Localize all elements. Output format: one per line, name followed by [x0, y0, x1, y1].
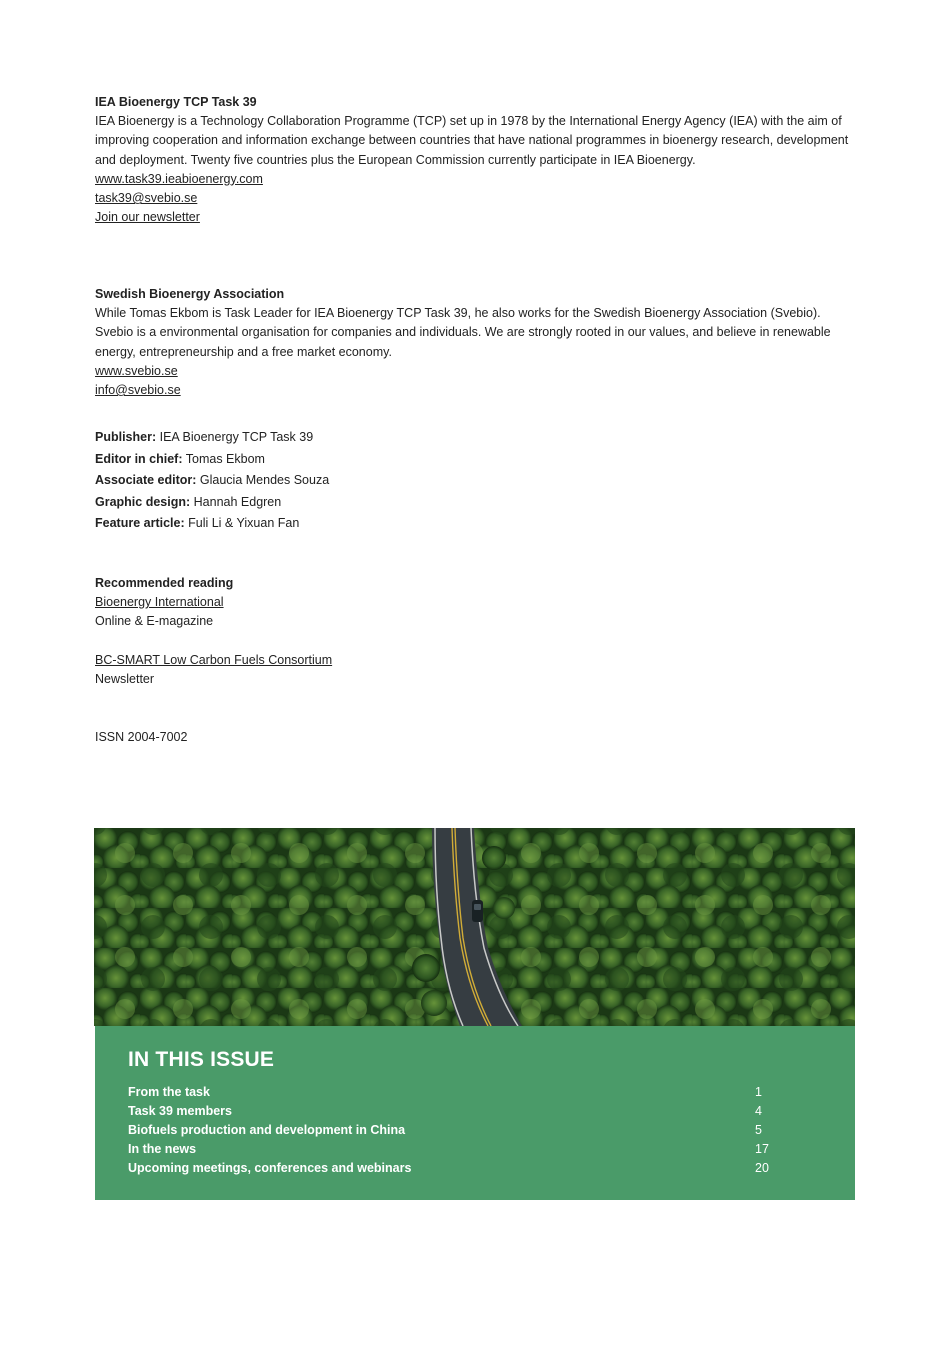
toc-item[interactable] [128, 1083, 828, 1102]
credit-label: Associate editor: [95, 473, 197, 487]
toc-item[interactable] [128, 1121, 828, 1140]
toc-item[interactable] [128, 1140, 828, 1159]
credit-publisher [95, 427, 855, 449]
svebio-body: While Tomas Ekbom is Task Leader for IEA Bioenergy TCP Task 39, he also works for the Swedish Bioenergy Association (Svebio). Svebio is a environmental organisation for companies and individuals. We are strongly rooted in our values, and believe in renewable energy, entrepreneurship and a free market economy. [95, 306, 831, 359]
credit-label: Feature article: [95, 516, 185, 530]
svebio-section [95, 285, 855, 400]
credit-value: IEA Bioenergy TCP Task 39 [159, 430, 314, 444]
iea-body: IEA Bioenergy is a Technology Collaboration Programme (TCP) set up in 1978 by the International Energy Agency (IEA) with the aim of improving cooperation and information exchange between countries that have national programmes in bioenergy research, development and deployment. Twenty five countries plus the European Commission currently participate in IEA Bioenergy. [95, 114, 849, 167]
bioenergy-international-link[interactable]: Bioenergy International [95, 595, 224, 610]
reading-description: Newsletter [95, 671, 155, 686]
toc-item-label: Biofuels production and development in China [128, 1123, 406, 1137]
issn: ISSN 2004-7002 [95, 730, 188, 744]
forest-road-illustration [94, 828, 855, 1026]
toc-item-page: 4 [755, 1104, 762, 1118]
toc-item-label: Task 39 members [128, 1104, 232, 1118]
toc-item-page: 20 [755, 1161, 769, 1175]
credit-value: Glaucia Mendes Souza [199, 473, 330, 487]
credits [95, 427, 855, 535]
recommended-reading [95, 574, 855, 689]
credit-label: Publisher: [95, 430, 157, 444]
toc-item[interactable] [128, 1159, 828, 1178]
credit-value: Fuli Li & Yixuan Fan [188, 516, 300, 530]
task39-website-link[interactable]: www.task39.ieabioenergy.com [95, 171, 263, 186]
svebio-website-link[interactable]: www.svebio.se [95, 363, 178, 378]
credit-editor [95, 449, 855, 471]
credit-feature-article [95, 513, 855, 535]
credit-label: Editor in chief: [95, 451, 183, 466]
reading-heading: Recommended reading [95, 576, 234, 590]
iea-heading: IEA Bioenergy TCP Task 39 [95, 95, 257, 109]
bc-smart-link[interactable]: BC-SMART Low Carbon Fuels Consortium [95, 652, 333, 667]
toc-item[interactable] [128, 1102, 828, 1121]
toc-item-label: From the task [128, 1085, 210, 1099]
toc-list [128, 1083, 828, 1178]
credit-value: Hannah Edgren [193, 494, 282, 509]
toc-item-page: 1 [755, 1085, 762, 1099]
credit-label: Graphic design: [95, 494, 191, 509]
svebio-heading: Swedish Bioenergy Association [95, 287, 285, 301]
forest-road-photo [94, 828, 855, 1026]
toc-item-page: 17 [755, 1142, 769, 1156]
iea-section [95, 93, 855, 227]
toc-item-page: 5 [755, 1123, 762, 1137]
toc-title: IN THIS ISSUE [128, 1048, 275, 1071]
svebio-email-link[interactable]: info@svebio.se [95, 383, 181, 398]
credit-graphic-design [95, 492, 855, 514]
task39-email-link[interactable]: task39@svebio.se [95, 191, 198, 206]
toc-item-label: In the news [128, 1142, 197, 1156]
newsletter-link[interactable]: Join our newsletter [95, 210, 200, 225]
toc-item-label: Upcoming meetings, conferences and webinars [128, 1161, 412, 1175]
credit-associate-editor [95, 470, 855, 492]
credit-value: Tomas Ekbom [185, 451, 265, 466]
reading-description: Online & E-magazine [95, 614, 214, 629]
table-of-contents [95, 1026, 855, 1200]
